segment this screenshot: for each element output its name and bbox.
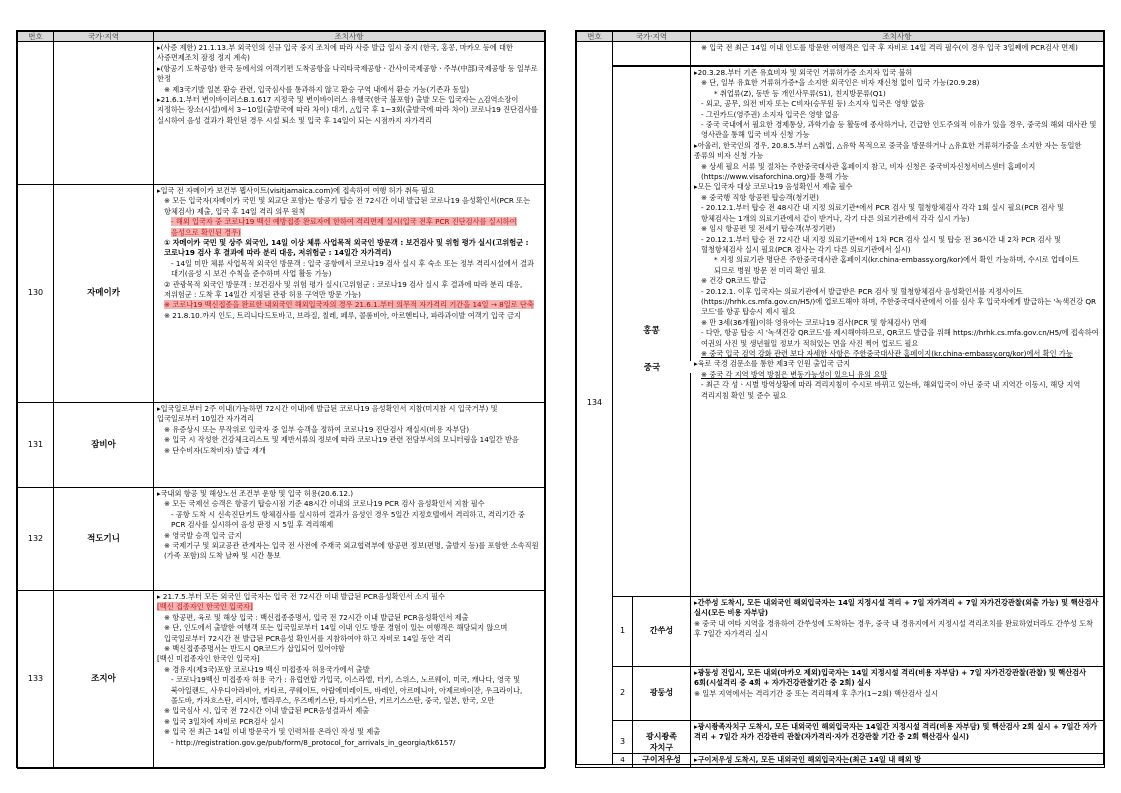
table-row bbox=[18, 591, 545, 769]
row-content bbox=[154, 488, 545, 591]
left-header-row bbox=[18, 32, 545, 42]
content-line: - 20.12.1.부터 탑승 전 48시간 내 지정 의료기관*에서 PCR 검사 및 혈청항체검사 각각 1회 실시 필요(PCR 검사 및 항체검사는 1개의 의료기관에서 같이 받거나, 각기 다른 의료기관에서 각각 실시 가능) bbox=[701, 203, 1064, 223]
subregion-index: 2 bbox=[613, 667, 633, 721]
row-content bbox=[691, 67, 1104, 597]
table-row-hongkong bbox=[577, 67, 1104, 597]
row-num: 131 bbox=[18, 403, 54, 488]
right-header-row bbox=[577, 32, 1104, 42]
header-content: 조치사항 bbox=[154, 32, 545, 42]
content-line: ※ 입국 시 작성한 건강체크리스트 및 제반서류의 정보에 따라 코로나19 관련 전담부서의 모니터링을 14일간 받음 bbox=[164, 435, 519, 445]
left-table bbox=[17, 31, 545, 769]
content-line: ▸아울러, 한국인의 경우, 20.8.5.부터 △취업, △유학 목적으로 중국을 방문하거나 △유효한 거류허가증을 소지한 자는 동일한 종류의 비자 신청 가능 bbox=[694, 140, 1082, 161]
content-line: ※ 단, 일부 유효한 거류허가증*을 소지한 외국인은 비자 재신청 없이 입국 가능(20.9.28) bbox=[701, 78, 980, 88]
row-content bbox=[154, 42, 545, 185]
content-line: ※ 백신접종증명서는 반드시 QR코드가 삽입되어 있어야함 bbox=[164, 644, 345, 654]
content-line: ※ 임시 항공편 및 전세기 탑승객(부정기편) bbox=[701, 224, 836, 234]
row-country: 조지아 bbox=[54, 591, 154, 769]
content-line: ▸21.6.1.부터 변이바이러스B.1.617 지정국 및 변이바이러스 유행국(한국 불포함) 출발 모든 입국자는 △검역소장이 지정하는 장소(시설)에서 3~10일(출발국에 따라 차이) 대기, △입국 후 1~3회(출발국에 따라 차이) 코로나19 진단검사를 실시하여 음성 결과가 확인된 경우 시설 퇴소 및 입국 후 14일이 되는 시점까지 자가격리 bbox=[157, 95, 538, 125]
subregion-name: 구이저우성 bbox=[633, 754, 691, 767]
highlighted-line: [백신 접종자인 한국인 입국자] bbox=[157, 602, 253, 612]
content-line: ※ 단수비자(도착비자) 발급 재개 bbox=[164, 445, 266, 455]
header-num: 번호 bbox=[577, 32, 613, 42]
row-country: 자메이카 bbox=[54, 185, 154, 403]
content-line: ▸20.3.28.부터 기존 유효비자 및 외국인 거류허가증 소지자 입국 불허 bbox=[694, 68, 913, 77]
table-row-subregion bbox=[577, 597, 1104, 667]
table-row-subregion bbox=[577, 667, 1104, 721]
subregion-index: 1 bbox=[613, 597, 633, 667]
subregion-name: 광시좡족 자치구 bbox=[633, 721, 691, 765]
row-content bbox=[691, 597, 1104, 667]
content-line: - 코로나19백신 미접종자 허용 국가 : 유럽연합 가입국, 이스라엘, 터키, 스위스, 노르웨이, 미국, 캐나다, 영국 및 북아일랜드, 사우디아라비아, 카타르, 쿠웨이트, 아랍에미레이트, 바레인, 아르메니아, 아제르바이잔, 우크라이나, 몰도바, 카자흐스탄, 러시아, 벨라루스, 우즈베키스탄, 타지키스탄, 키르기스스탄, 중국, 일본, 한국, 오만 bbox=[171, 675, 523, 706]
content-line: - 다만, 항공 탑승 시 '녹색건강 QR코드'를 제시해야하므로, QR코드 발급을 위해 https://hrhk.cs.mfa.gov.cn/H5/에 접속하여 여권의 사진 및 생년월일 정보가 적혀있는 면을 사진 찍어 업로드 필요 bbox=[701, 328, 1099, 348]
content-line: ▸입국 전 자메이카 보건부 웹사이트(visitjamaica.com)에 접속하여 여행 허가 취득 필요 bbox=[157, 186, 435, 195]
content-line: ※ 상세 필요 서류 및 절차는 주한중국대사관 홈페이지 참고, 비자 신청은 중국비자신청서비스센터 홈페이지(https://www.visaforchina.org)를 통해 가능 bbox=[701, 161, 1036, 182]
header-region: 국가·지역 bbox=[613, 32, 691, 42]
row-country bbox=[54, 42, 154, 185]
row-content bbox=[154, 591, 545, 769]
content-line: ※ 입국 전 최근 14일 이내 방문국가 및 인력처를 온라인 작성 및 제출 bbox=[164, 727, 381, 737]
content-line: ※ 중국 각 지역 방역 방침은 변동가능성이 있으니 유의 요망 bbox=[701, 369, 888, 379]
content-line: ※ 영국발 승객 입국 금지 bbox=[164, 530, 242, 540]
content-line: ▸광시좡족자치구 도착시, 모든 내외국인 해외입국자는 14일간 지정시설 격리(비용 자부담) 및 핵산검사 2회 실시 + 7일간 자가 격리 + 7일간 자가 건강관리 관찰(자가격리·자가 건강관찰 기간 중 2회 핵산검사 실시) bbox=[694, 722, 1097, 742]
header-region: 국가·지역 bbox=[54, 32, 154, 42]
table-row bbox=[18, 488, 545, 591]
row-num bbox=[18, 42, 54, 185]
content-line: - 14일 미만 체류 사업목적 외국인 방문객 : 입국 공항에서 코로나19 검사 실시 후 숙소 또는 정부 격리시설에서 결과 대기(음성 시 보건 수칙을 준수하며 사업 활동 가능) bbox=[171, 258, 534, 279]
content-line: ※ 단, 인도에서 출발한 여행객 또는 입국일로부터 14일 이내 인도 방문 경험이 있는 여행객은 해당되지 않으며 입국일로부터 72시간 전 발급된 PCR음성 확인서를 지참하여야 하고 자비로 14일 동안 격리 bbox=[164, 623, 508, 643]
content-line: ※ 일부 지역에서는 격리기간 중 또는 격리해제 후 추가(1~2회) 핵산검사 실시 bbox=[694, 688, 939, 698]
content-line: ▸(사증 제한) 21.1.13.부 외국인의 신규 입국 중지 조치에 따라 사증 발급 일시 중지 (한국, 홍콩, 마카오 등에 대한 사증면제조치 잠정 정지 계속) bbox=[157, 43, 513, 63]
right-page bbox=[575, 30, 1105, 768]
content-line: ※ 경유지(제3국)포함 코로나19 백신 미접종자 허용국가에서 출발 bbox=[164, 664, 370, 674]
content-line: ▸광둥성 진입시, 모든 내외(마카오 제외)입국자는 14일 지정시설 격리(비용 자부담) + 7일 자가건강관찰(관찰) 및 핵산검사 6회(시설격리 중 4회 + 자가건강관찰기간 중 2회) 실시 bbox=[694, 668, 1087, 688]
content-line: - 외교, 공무, 의전 비자 또는 C비자(승무원 등) 소지자 입국은 영향 없음 bbox=[701, 99, 925, 109]
url-text: - http://registration.gov.ge/pub/form/8_protocol_for_arrivals_in_georgia/tk6157/ bbox=[171, 737, 456, 747]
content-line: ② 관광목적 외국인 방문객 : 보건검사 및 위험 평가 실시(고위험군 : 코로나19 검사 실시 후 결과에 따라 분리 대응, 저위험군 : 도착 후 14일간 지정된 관광 허용 구역만 방문 가능) bbox=[164, 279, 523, 300]
content-line: ▸구이저우성 도착시, 모든 내외국인 해외입국자는(최근 14일 내 해외 방 bbox=[694, 755, 922, 764]
content-line: - 공항 도착 시 신속진단키트 항체검사를 실시하여 결과가 음성인 경우 5일간 지정호텔에서 격리하고, 격리기간 중 PCR 검사를 실시하여 음성 판정 시 5일 후 격리해제 bbox=[171, 509, 525, 530]
table-row bbox=[577, 42, 1104, 66]
right-table bbox=[576, 31, 1104, 765]
content-line: ※ 입국 3일차에 자비로 PCR검사 실시 bbox=[164, 716, 284, 726]
content-line: ※ 제3국기발 일본 환승 관련, 입국심사를 통과하지 않고 환승 구역 내에서 환승 가능(기존과 동일) bbox=[164, 84, 470, 94]
content-line: ※ 중국 내 여타 지역을 경유하여 간쑤성에 도착하는 경우, 중국 내 경유지에서 지정시설 격리조치를 완료하였더라도 간쑤성 도착 후 7일간 자가격리 실시 bbox=[694, 618, 1093, 639]
row-content bbox=[154, 185, 545, 403]
row-country: 적도기니 bbox=[54, 488, 154, 591]
content-line: ※ 중국행 직항 항공편 탑승객(청기편) bbox=[701, 192, 819, 202]
header-content: 조치사항 bbox=[691, 32, 1104, 42]
row-region-empty bbox=[613, 42, 691, 66]
content-line: ※ 입국 전 최근 14일 이내 인도를 방문한 여행객은 입국 후 자비로 14일 격리 필수(이 경우 입국 3일째에 PCR검사 면제) bbox=[701, 43, 1078, 52]
row-num: 132 bbox=[18, 488, 54, 591]
subregion-index: 3 bbox=[613, 721, 633, 765]
content-line: - 중국 국내에서 필요한 경제통상, 과학기술 등 활동에 종사하거나, 긴급한 인도주의적 이유가 있을 경우, 중국의 해외 대사관 및 영사관을 통해 입국 비자 신청 가능 bbox=[701, 120, 1097, 140]
row-num: 133 bbox=[18, 591, 54, 769]
highlighted-line: - 해외 입국자 중 코로나19 백신 예방접종 완료자에 한하여 격리면제 실시(입국 전후 PCR 진단검사를 실시하여 음성으로 확인된 경우) bbox=[171, 217, 517, 237]
content-line: - 20.12.1.부터 탑승 전 72시간 내 지정 의료기관*에서 1차 PCR 검사 실시 및 탑승 전 36시간 내 2차 PCR 검사 및 혈청항체검사 실시 필요(PCR 검사는 각기 다른 의료기관에서 실시) bbox=[701, 234, 1061, 254]
content-line: ※ 만 3세(36개월)이하 영유아는 코로나19 검사(PCR 및 항체검사) 면제 bbox=[701, 317, 927, 327]
content-line: ▸(항공기 도착공항) 한국 등에서의 여객기편 도착공항을 나리타국제공항ㆍ간사이국제공항ㆍ주부(中部)국제공항 등 일부로 한정 bbox=[157, 63, 538, 84]
content-line: ※ 입국심사 시, 입국 전 72시간 이내 발급된 PCR음성결과서 제출 bbox=[164, 706, 370, 716]
content-line: - 20.12.1. 이후 입국자는 의료기관에서 발급받은 PCR 검사 및 혈청항체검사 음성확인서를 지정사이트(https://hrhk.cs.mfa.gov.cn/H5/)에 업로드해야 하며, 주한중국대사관에서 이를 심사 후 입국자에게 발급하는 '녹색건강 QR 코드'를 항공 탑승시 제시 필요 bbox=[701, 286, 1096, 317]
subregion-name: 간쑤성 bbox=[633, 597, 691, 667]
country-china: 중국 bbox=[613, 361, 691, 373]
content-line: [백신 미접종자인 한국인 입국자] bbox=[157, 654, 260, 664]
content-line: ※ 건강 QR코드 발급 bbox=[701, 276, 767, 286]
header-num: 번호 bbox=[18, 32, 54, 42]
subregion-name: 광둥성 bbox=[633, 667, 691, 721]
content-line: * 지정 의료기관 명단은 주한중국대사관 홈페이지(kr.china-embassy.org/kor)에서 확인 가능하며, 수시로 업데이트 되므로 병원 방문 전 미리 확인 필요 bbox=[714, 255, 1079, 275]
content-line: ※ 유증상시 또는 무작위로 입국자 중 일부 승객을 정하여 코로나19 진단검사 재실시(비용 자부담) bbox=[164, 424, 470, 434]
content-line: ※ 항공편, 육로 및 해상 입국 : 백신접종증명서, 입국 전 72시간 이내 발급된 PCR음성확인서 제출 bbox=[164, 612, 469, 622]
table-row bbox=[18, 185, 545, 403]
highlighted-line: ※ 코로나19 백신접종을 완료한 내외국인 해외입국자의 경우 21.6.1.부터 의무적 자가격리 기간을 14일 → 8일로 단축 bbox=[164, 300, 534, 310]
table-row bbox=[18, 403, 545, 488]
content-line: ▸간쑤성 도착시, 모든 내외국인 해외입국자는 14일 지정시설 격리 + 7일 자가격리 + 7일 자가건강관찰(외출 가능) 및 핵산검사 실시(모든 비용 자부담) bbox=[694, 598, 1099, 618]
row-country: 잠비아 bbox=[54, 403, 154, 488]
row-content bbox=[154, 403, 545, 488]
content-line: ▸입국일로부터 2주 이내(가능하면 72시간 이내)에 발급된 코로나19 음성확인서 지참(미지참 시 입국거부) 및 입국일로부터 10일간 자가격리 bbox=[157, 404, 498, 424]
content-line: ※ 21.8.10.까지 인도, 트리니다드토바고, 브라질, 칠레, 페루, 콜롬비아, 아르헨티나, 파라과이발 여객기 입국 금지 bbox=[164, 310, 521, 320]
table-row bbox=[18, 42, 545, 185]
content-line: ▸육로 국경 검문소를 통한 제3국 인원 출입국 금지 bbox=[694, 359, 851, 369]
content-line: ① 자메이카 국민 및 상주 외국인, 14일 이상 체류 사업목적 외국인 방문객 : 보건검사 및 위험 평가 실시(고위험군 : 코로나19 검사 후 결과에 따라 분리 대응, 저위험군 : 14일간 자가격리) bbox=[164, 238, 529, 258]
row-content bbox=[691, 42, 1104, 66]
row-num: 130 bbox=[18, 185, 54, 403]
content-line: - 최근 각 성ㆍ시별 방역상황에 따라 격리지침이 수시로 바뀌고 있는바, 해외입국이 아닌 중국 내 지역간 이동시, 해당 지역 격리지침 확인 및 준수 필요 bbox=[701, 380, 1081, 400]
last-subregion-row bbox=[613, 753, 1104, 767]
row-num: 134 bbox=[577, 42, 613, 765]
content-line: - 그린카드(영주권) 소지자 입국은 영향 없음 bbox=[701, 109, 839, 119]
content-line: ▸ 21.7.5.부터 모든 외국인 입국자는 입국 전 72시간 이내 발급된 PCR음성확인서 소지 필수 bbox=[157, 592, 445, 601]
content-line: ※ 모든 국제선 승객은 항공기 탑승시점 기준 48시간 이내의 코로나19 PCR 검사 음성확인서 지참 필수 bbox=[164, 499, 485, 509]
left-page bbox=[16, 30, 546, 768]
content-line: ※ 국제기구 및 외교공관 관계자는 입국 전 사전에 주재국 외교협력부에 항공편 정보(편명, 출발지 등)를 포함한 소속직원(가족 포함)의 도착 날짜 및 시간 통보 bbox=[164, 541, 539, 561]
content-line: * 취업류(Z), 동반 등 개인사무류(S1), 친지방문류(Q1) bbox=[714, 88, 886, 98]
content-line: ▸국내외 항공 및 해상노선 조건부 운항 및 입국 허용(20.6.12.) bbox=[157, 489, 354, 498]
region-hongkong: 홍콩 bbox=[613, 67, 691, 597]
content-line: ※ 모든 입국자(자메이카 국민 및 외교단 포함)는 항공기 탑승 전 72시간 이내 발급된 코로나19 음성확인서(PCR 또는 항체검사) 제출, 입국 후 14일 격리 의무 원칙 bbox=[164, 196, 531, 216]
content-line: ▸모든 입국자 대상 코로나19 음성확인서 제출 필수 bbox=[694, 182, 853, 192]
content-line: ※ 중국 입국 검역 강화 관련 보다 자세한 사항은 주한중국대사관 홈페이지(kr.china-embassy.org/kor)에서 확인 가능 bbox=[701, 348, 1073, 358]
row-content bbox=[691, 667, 1104, 721]
subregion-index: 4 bbox=[613, 754, 633, 767]
